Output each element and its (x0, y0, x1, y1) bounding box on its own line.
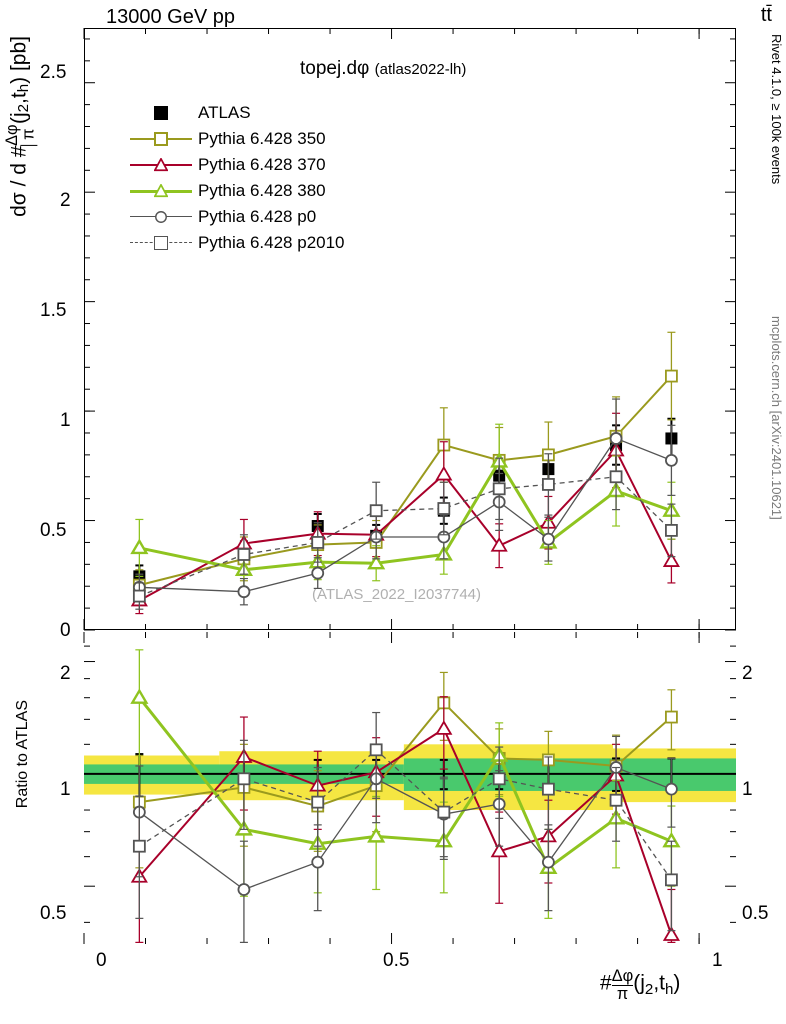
plot-title-paren: (atlas2022-lh) (374, 61, 467, 78)
ratio-band-yellow (219, 751, 404, 800)
ratio-marker-5-0 (134, 841, 145, 852)
legend-label-1: Pythia 6.428 350 (198, 129, 326, 148)
legend-item-370 (130, 152, 345, 178)
ratio-marker-5-3 (371, 744, 382, 755)
ratio-marker-3-4 (437, 834, 451, 846)
ratio-marker-5-4 (438, 807, 449, 818)
legend (130, 100, 345, 256)
ratio-y-axis-title (14, 700, 32, 813)
ratio-marker-4-5 (494, 799, 505, 810)
legend-marker-atlas (130, 100, 192, 126)
legend-item-atlas (130, 100, 345, 126)
ratio-marker-5-2 (312, 797, 323, 808)
legend-marker-350 (130, 126, 192, 152)
ratio-marker-2-7 (609, 769, 623, 781)
xtick-0: 0 (96, 950, 107, 971)
ratio-marker-1-4 (438, 697, 449, 708)
ratio-marker-2-8 (664, 928, 678, 940)
triangle-open-icon (154, 158, 168, 172)
ratio-marker-1-0 (134, 797, 145, 808)
header-beam-label: 13000 GeV pp (106, 6, 235, 28)
analysis-watermark: (ATLAS_2022_I2037744) (312, 586, 482, 603)
ratio-marker-1-3 (371, 780, 382, 791)
ratio-marker-3-5 (492, 749, 506, 761)
legend-label-4: Pythia 6.428 p0 (198, 207, 317, 226)
ratio-marker-2-4 (437, 722, 451, 734)
main-y-axis-title: dσ / d # Δφ π $(j_2,t_h)$ [pb] (3, 36, 38, 217)
ratio-ytick-right-1: 1 (742, 779, 753, 800)
ratio-marker-1-8 (666, 712, 677, 723)
legend-marker-380 (130, 178, 192, 204)
xtick-2: 1 (712, 950, 723, 971)
xtick-1: 0.5 (383, 950, 410, 971)
ratio-marker-1-7 (611, 760, 622, 771)
ratio-marker-3-3 (369, 829, 383, 841)
ratio-ytick-right-0: 0.5 (742, 903, 769, 924)
square-filled-icon (154, 106, 168, 120)
rivet-version-label: Rivet 4.1.0, ≥ 100k events (769, 34, 784, 185)
ratio-marker-3-1 (237, 822, 251, 834)
main-ytick-0: 0 (60, 620, 71, 641)
ratio-series-line-2 (139, 729, 671, 935)
legend-marker-p0 (130, 204, 192, 230)
legend-item-380 (130, 178, 345, 204)
ratio-marker-3-2 (311, 837, 325, 849)
ratio-band-yellow (84, 756, 219, 795)
main-ytick-5: 2.5 (40, 62, 67, 83)
ratio-marker-2-6 (541, 829, 555, 841)
ratio-marker-3-6 (541, 861, 555, 873)
triangle-open-icon (154, 184, 168, 198)
x-axis-title: # $\frac{\Delta\varphi}{\pi}$ $(j_2,t_h)$ (600, 967, 681, 1003)
ratio-marker-2-0 (132, 870, 146, 882)
main-ytick-3: 1.5 (40, 300, 67, 321)
ratio-marker-1-2 (312, 801, 323, 812)
legend-label-2: Pythia 6.428 370 (198, 155, 326, 174)
legend-label-0: ATLAS (198, 103, 251, 122)
ratio-ytick-right-2: 2 (742, 663, 753, 684)
ratio-marker-3-8 (664, 834, 678, 846)
ratio-marker-2-5 (492, 844, 506, 856)
square-open-icon (154, 236, 168, 250)
ratio-band-yellow (613, 748, 736, 802)
arxiv-source-label: mcplots.cern.ch [arXiv:2401.10621] (769, 316, 784, 520)
legend-label-3: Pythia 6.428 380 (198, 181, 326, 200)
ratio-marker-5-1 (238, 773, 249, 784)
legend-item-p2010 (130, 230, 345, 256)
ratio-marker-5-8 (666, 874, 677, 885)
header-process-label: tt̄ (760, 4, 772, 26)
ratio-marker-4-6 (543, 857, 554, 868)
ratio-ytick-left-2: 2 (60, 663, 71, 684)
ratio-marker-2-3 (369, 765, 383, 777)
ratio-ytick-left-0: 0.5 (40, 903, 67, 924)
main-ytick-2: 1 (60, 410, 71, 431)
ratio-y-axis-text: Ratio to ATLAS (14, 700, 31, 809)
ratio-marker-1-5 (494, 753, 505, 764)
ratio-series-line-5 (139, 750, 671, 880)
ratio-band-green (84, 764, 404, 783)
ratio-marker-4-1 (238, 884, 249, 895)
main-ytick-4: 2 (60, 190, 71, 211)
ratio-marker-4-2 (312, 857, 323, 868)
legend-item-p0 (130, 204, 345, 230)
ratio-marker-5-5 (494, 773, 505, 784)
main-ytick-1: 0.5 (40, 520, 67, 541)
ratio-marker-2-2 (311, 779, 325, 791)
square-open-icon (154, 132, 168, 146)
ratio-band-yellow (404, 744, 613, 810)
ratio-marker-4-3 (371, 773, 382, 784)
plot-title (300, 58, 466, 80)
ratio-marker-5-7 (611, 795, 622, 806)
ratio-marker-2-1 (237, 750, 251, 762)
ratio-marker-5-6 (543, 784, 554, 795)
ratio-series-line-4 (139, 768, 671, 890)
legend-marker-370 (130, 152, 192, 178)
legend-marker-p2010 (130, 230, 192, 256)
ratio-band-green (404, 758, 736, 791)
ratio-marker-3-7 (609, 811, 623, 823)
plot-title-main: topej.dφ (300, 58, 370, 79)
ratio-marker-4-0 (134, 807, 145, 818)
ratio-ytick-left-1: 1 (60, 779, 71, 800)
ratio-marker-4-7 (611, 762, 622, 773)
ratio-series-line-1 (139, 703, 671, 806)
ratio-marker-1-1 (238, 782, 249, 793)
legend-item-350 (130, 126, 345, 152)
legend-label-5: Pythia 6.428 p2010 (198, 233, 345, 252)
ratio-series-line-3 (139, 698, 671, 868)
ratio-marker-3-0 (132, 691, 146, 703)
circle-open-icon (154, 210, 168, 224)
ratio-marker-4-8 (666, 784, 677, 795)
ratio-marker-1-6 (543, 754, 554, 765)
ratio-marker-4-4 (438, 809, 449, 820)
